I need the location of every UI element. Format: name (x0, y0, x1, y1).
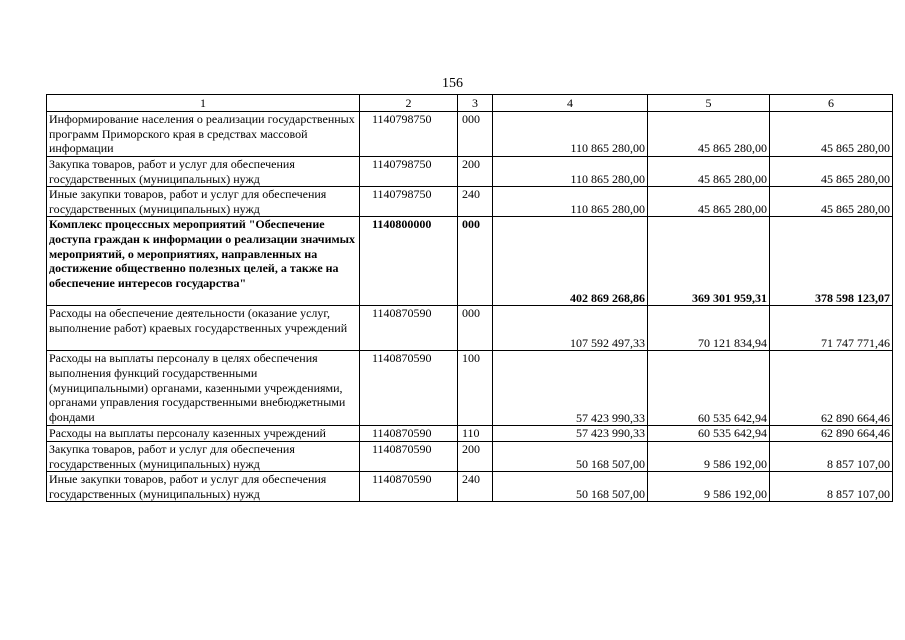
table-row (47, 112, 893, 157)
amount-col5-cell: 45 865 280,00 (648, 112, 770, 157)
table-row (47, 426, 893, 442)
amount-col4-cell: 50 168 507,00 (493, 441, 648, 471)
table-header-row (47, 95, 893, 112)
amount-col4-cell: 57 423 990,33 (493, 351, 648, 426)
budget-table (46, 94, 893, 502)
expense-name-cell: Закупка товаров, работ и услуг для обеспечения государственных (муниципальных) нужд (47, 441, 360, 471)
amount-col5-cell: 60 535 642,94 (648, 426, 770, 442)
expense-name-cell: Иные закупки товаров, работ и услуг для обеспечения государственных (муниципальных) нужд (47, 187, 360, 217)
amount-col5-cell: 60 535 642,94 (648, 351, 770, 426)
expense-type-cell: 240 (458, 187, 493, 217)
expense-name-cell: Комплекс процессных мероприятий "Обеспечение доступа граждан к информации о реализации значимых мероприятий, о мероприятиях, направленных на достижение общественно полезных целей, а также на обеспечение интересов государства" (47, 217, 360, 306)
expense-type-cell: 110 (458, 426, 493, 442)
amount-col6-cell: 8 857 107,00 (770, 472, 893, 502)
amount-col4-cell: 110 865 280,00 (493, 187, 648, 217)
amount-col6-cell: 62 890 664,46 (770, 351, 893, 426)
expense-name-cell: Информирование населения о реализации государственных программ Приморского края в средствах массовой информации (47, 112, 360, 157)
column-header: 4 (493, 95, 648, 112)
amount-col6-cell: 62 890 664,46 (770, 426, 893, 442)
target-code-cell: 1140870590 (360, 472, 458, 502)
target-code-cell: 1140870590 (360, 351, 458, 426)
page-number: 156 (442, 76, 463, 91)
column-header: 5 (648, 95, 770, 112)
amount-col4-cell: 402 869 268,86 (493, 217, 648, 306)
column-header: 3 (458, 95, 493, 112)
expense-name-cell: Иные закупки товаров, работ и услуг для обеспечения государственных (муниципальных) нужд (47, 472, 360, 502)
table-row (47, 217, 893, 306)
amount-col4-cell: 50 168 507,00 (493, 472, 648, 502)
amount-col6-cell: 8 857 107,00 (770, 441, 893, 471)
expense-name-cell: Расходы на выплаты персоналу в целях обеспечения выполнения функций государственными (муниципальными) органами, казенными учреждениями, органами управления государственными внебюджетными фондами (47, 351, 360, 426)
expense-type-cell: 100 (458, 351, 493, 426)
amount-col6-cell: 45 865 280,00 (770, 157, 893, 187)
table-row (47, 306, 893, 351)
target-code-cell: 1140870590 (360, 306, 458, 351)
expense-name-cell: Расходы на обеспечение деятельности (оказание услуг, выполнение работ) краевых государственных учреждений (47, 306, 360, 351)
expense-name-cell: Расходы на выплаты персоналу казенных учреждений (47, 426, 360, 442)
amount-col5-cell: 9 586 192,00 (648, 441, 770, 471)
expense-type-cell: 240 (458, 472, 493, 502)
expense-type-cell: 000 (458, 217, 493, 306)
amount-col4-cell: 57 423 990,33 (493, 426, 648, 442)
expense-name-cell: Закупка товаров, работ и услуг для обеспечения государственных (муниципальных) нужд (47, 157, 360, 187)
target-code-cell: 1140798750 (360, 187, 458, 217)
target-code-cell: 1140798750 (360, 112, 458, 157)
amount-col5-cell: 45 865 280,00 (648, 157, 770, 187)
amount-col5-cell: 369 301 959,31 (648, 217, 770, 306)
table-row (47, 441, 893, 471)
amount-col6-cell: 45 865 280,00 (770, 112, 893, 157)
amount-col5-cell: 45 865 280,00 (648, 187, 770, 217)
amount-col6-cell: 45 865 280,00 (770, 187, 893, 217)
table-row (47, 187, 893, 217)
amount-col6-cell: 71 747 771,46 (770, 306, 893, 351)
amount-col5-cell: 9 586 192,00 (648, 472, 770, 502)
table-row (47, 157, 893, 187)
amount-col4-cell: 110 865 280,00 (493, 157, 648, 187)
target-code-cell: 1140798750 (360, 157, 458, 187)
column-header: 1 (47, 95, 360, 112)
table-row (47, 351, 893, 426)
target-code-cell: 1140800000 (360, 217, 458, 306)
expense-type-cell: 200 (458, 157, 493, 187)
target-code-cell: 1140870590 (360, 426, 458, 442)
expense-type-cell: 000 (458, 306, 493, 351)
amount-col6-cell: 378 598 123,07 (770, 217, 893, 306)
amount-col4-cell: 107 592 497,33 (493, 306, 648, 351)
expense-type-cell: 200 (458, 441, 493, 471)
column-header: 6 (770, 95, 893, 112)
target-code-cell: 1140870590 (360, 441, 458, 471)
expense-type-cell: 000 (458, 112, 493, 157)
table-row (47, 472, 893, 502)
column-header: 2 (360, 95, 458, 112)
amount-col5-cell: 70 121 834,94 (648, 306, 770, 351)
amount-col4-cell: 110 865 280,00 (493, 112, 648, 157)
